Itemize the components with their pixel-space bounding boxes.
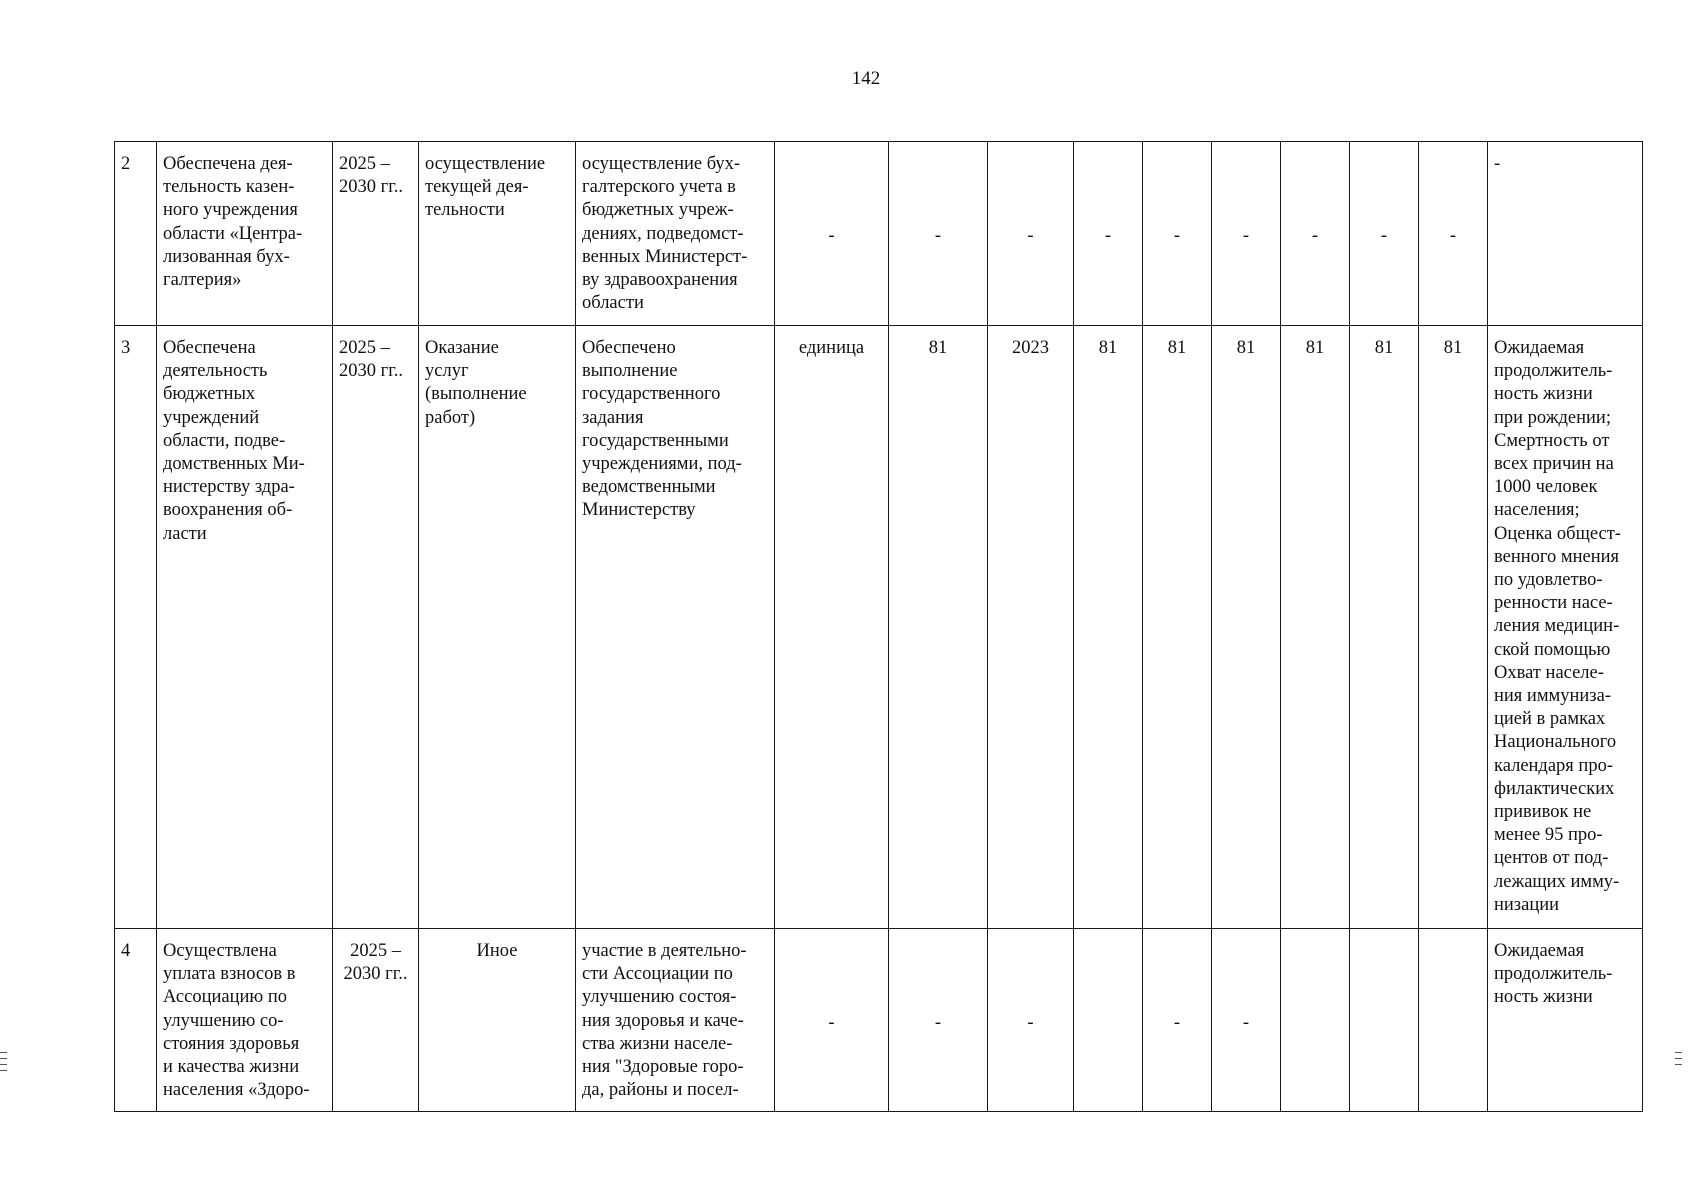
unit-cell: - [775, 142, 889, 326]
description-cell: участие в деятельно- сти Ассоциации по улучшению состоя- ния здоровья и каче- ства жизни населе- ния "Здоровые горо- да, районы и посел- [576, 929, 775, 1112]
measures-table [114, 141, 1643, 1112]
result-cell: Обеспечена дея- тельность казен- ного учреждения области «Центра- лизованная бух- галтерия» [157, 142, 333, 326]
value-2027-cell: - [1212, 929, 1281, 1112]
unit-cell: - [775, 929, 889, 1112]
period-cell: 2025 – 2030 гг.. [333, 142, 419, 326]
page-number: 142 [851, 68, 881, 89]
indicator-cell: - [1488, 142, 1643, 326]
value-2029-cell: - [1350, 142, 1419, 326]
value-2026-cell: 81 [1143, 326, 1212, 929]
base-year-cell: - [988, 929, 1074, 1112]
value-2030-cell: - [1419, 142, 1488, 326]
unit-cell: единица [775, 326, 889, 929]
result-cell: Осуществлена уплата взносов в Ассоциацию по улучшению со- стояния здоровья и качества жизни населения «Здоро- [157, 929, 333, 1112]
value-2026-cell: - [1143, 142, 1212, 326]
value-2027-cell: - [1212, 142, 1281, 326]
indicator-cell: Ожидаемая продолжитель- ность жизни [1488, 929, 1643, 1112]
base-year-cell: - [988, 142, 1074, 326]
value-2025-cell: - [1074, 142, 1143, 326]
description-cell: Обеспечено выполнение государственного задания государственными учреждениями, под- ведомственными Министерству [576, 326, 775, 929]
value-2025-cell [1074, 929, 1143, 1112]
binding-marks-left [0, 1052, 8, 1076]
type-cell: Иное [419, 929, 576, 1112]
value-2027-cell: 81 [1212, 326, 1281, 929]
base-value-cell: 81 [889, 326, 988, 929]
row-number: 2 [115, 142, 157, 326]
table-row [115, 142, 1643, 326]
value-2026-cell: - [1143, 929, 1212, 1112]
value-2028-cell [1281, 929, 1350, 1112]
value-2030-cell [1419, 929, 1488, 1112]
type-cell: Оказание услуг (выполнение работ) [419, 326, 576, 929]
value-2028-cell: 81 [1281, 326, 1350, 929]
value-2029-cell [1350, 929, 1419, 1112]
binding-marks-right [1675, 1052, 1683, 1070]
row-number: 4 [115, 929, 157, 1112]
value-2029-cell: 81 [1350, 326, 1419, 929]
indicator-cell: Ожидаемая продолжитель- ность жизни при рождении; Смертность от всех причин на 1000 человек населения; Оценка общест- венного мнения по удовлетво- ренности насе- ления медицин- ской помощью Охват населе- ния иммуниза- цией в рамках Национального календаря про- филактических прививок не менее 95 про- центов от под- лежащих имму- низации [1488, 326, 1643, 929]
period-cell: 2025 – 2030 гг.. [333, 326, 419, 929]
description-cell: осуществление бух- галтерского учета в бюджетных учреж- дениях, подведомст- венных Министерст- ву здравоохранения области [576, 142, 775, 326]
value-2025-cell: 81 [1074, 326, 1143, 929]
row-number: 3 [115, 326, 157, 929]
base-value-cell: - [889, 929, 988, 1112]
base-value-cell: - [889, 142, 988, 326]
base-year-cell: 2023 [988, 326, 1074, 929]
result-cell: Обеспечена деятельность бюджетных учреждений области, подве- домственных Ми- нистерству здра- воохранения об- ласти [157, 326, 333, 929]
table-row [115, 929, 1643, 1112]
value-2030-cell: 81 [1419, 326, 1488, 929]
type-cell: осуществление текущей дея- тельности [419, 142, 576, 326]
table-row [115, 326, 1643, 929]
value-2028-cell: - [1281, 142, 1350, 326]
period-cell: 2025 – 2030 гг.. [333, 929, 419, 1112]
